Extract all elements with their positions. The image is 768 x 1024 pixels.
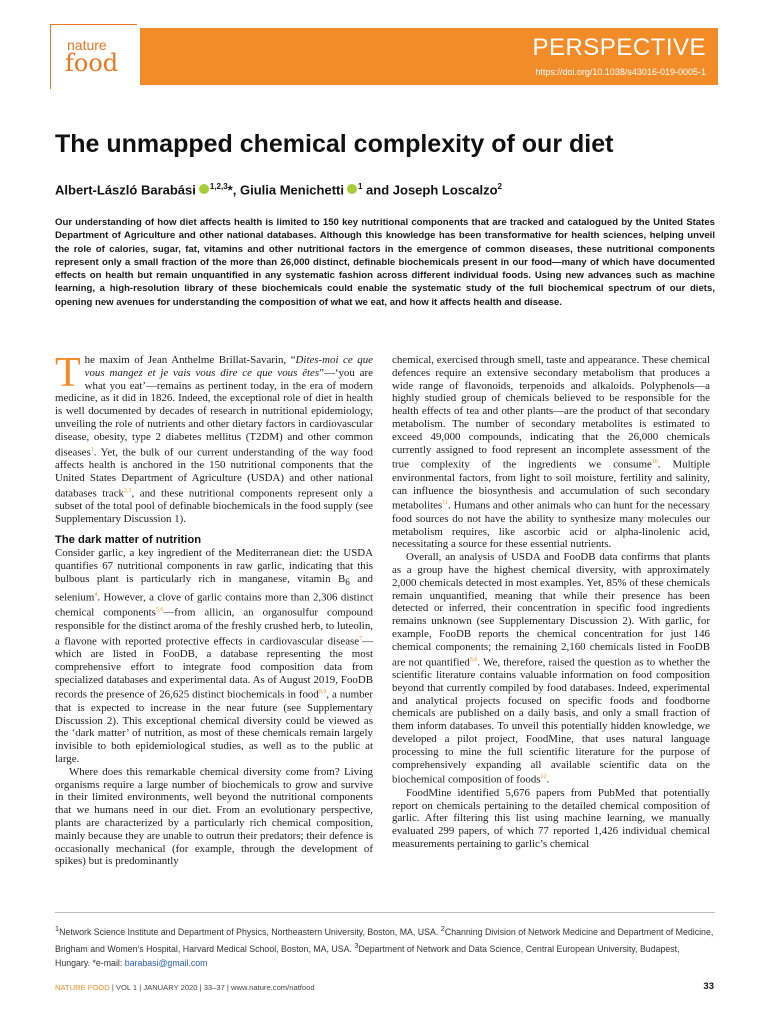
french-quote: Dites-moi ce que vous mangez et je vais vous dire ce que vous êtes [84,354,373,379]
logo-food-text: food [65,49,119,77]
reference-link[interactable]: 11 [442,500,448,507]
body-column-left [55,350,373,868]
footer-info: | VOL 1 | JANUARY 2020 | 33–37 | www.nature.com/natfood [109,983,315,992]
header-band [140,28,718,85]
reference-link[interactable]: 4 [94,591,98,598]
orcid-icon[interactable] [199,184,209,194]
logo-nature-text: nature [67,37,107,53]
reference-link[interactable]: 8,9 [318,689,327,696]
reference-link[interactable]: 5,6 [469,656,478,663]
section-heading: The dark matter of nutrition [55,533,202,546]
paragraph: chemical, exercised through smell, taste and appearance. These chemical defences require an extensive secondary metabolism that produces a wide range of flavonoids, terpenoids and alkaloids. Polyphenols—a highly studied group of chemicals believed to be responsible for the health effects of tea and other plants—are the product of that secondary metabolism. The number of secondary metabolites is estimated to exceed 49,000 compounds, indicating that the 26,000 chemicals currently assigned to food represent an incomplete assessment of the true complexity of the ingredients we consume$^{10}$. Multiple environmental factors, from light to soil moisture, fertility and salinity, can influence the biosynthesis and accumulation of such secondary metabolites$^{11}$. Humans and other animals who can hunt for the necessary food sources do not have the ability to synthesize many molecules our metabolism requires, like ascorbic acid or alpha-linolenic acid, necessitating a source for these essential nutrients. [392,354,710,551]
paragraph: Consider garlic, a key ingredient of the Mediterranean diet: the USDA quantifies 67 nutritional components in raw garlic, indicating that this bulbous plant is particularly rich in manganese, vitamin $B_6$ and selenium$^4$. However, a clove of garlic contains more than 2,306 distinct chemical components$^{5,6}$—from allicin, an organosulfur compound responsible for the distinct aroma of the freshly crushed herb, to luteolin, a flavone with reported protective effects in cardiovascular disease$^7$—which are listed in FooDB, a database representing the most comprehensive effort to integrate food composition data from specialized databases and experimental data. As of August 2019, FooDB records the presence of 26,625 distinct biochemicals in food$^{8,9}$, a number that is expected to increase in the near future (see Supplementary Discussion 2). This exceptional chemical diversity could be viewed as the ‘dark matter’ of nutrition, as most of these chemicals remain largely invisible to both epidemiological studies, as well as to the public at large. [55,547,373,766]
paragraph: Where does this remarkable chemical diversity come from? Living organisms require a large number of biochemicals to grow and survive in their limited environments, well beyond the nutritional components that we humans need in our diet. From an evolutionary perspective, plants are characterized by a particularly rich chemical composition, mainly because they are unable to outrun their predators; their defence is occasionally mechanical (for example, through the development of spikes) but is predominantly [55,765,373,868]
author-name: Joseph Loscalzo [392,182,498,198]
page-footer [55,983,315,992]
footer-journal: NATURE FOOD [55,983,110,992]
abstract: Our understanding of how diet affects health is limited to 150 key nutritional components that are tracked and catalogued by the United States Department of Agriculture and other national databases. Although this knowledge has been transformative for health sciences, helping unveil the role of calories, sugar, fat, vitamins and other nutritional factors in the emergence of common diseases, these nutritional components represent only a small fraction of the more than 26,000 distinct, definable biochemicals present in our food—many of which have documented effects on health but remain unquantified in any systematic fashion across different individual foods. Using new advances such as machine learning, a high-resolution library of these biochemicals could enable the systematic study of the full biochemical spectrum of our diets, opening new avenues for understanding the composition of what we eat, and how it affects health and disease. [55,217,715,308]
paragraph: The maxim of Jean Anthelme Brillat-Savarin, “Dites-moi ce que vous mangez et je vais vous dire ce que vous êtes”—‘you are what you eat’—remains as pertinent today, in the era of modern medicine, as it did in 1826. Indeed, the exceptional role of diet in health is well documented by decades of research in nutritional epidemiology, unveiling the role of nutrients and other dietary factors in cardiovascular disease, obesity, type 2 diabetes mellitus (T2DM) and other common diseases$^1$. Yet, the bulk of our current understanding of the way food affects health is anchored in the 150 nutritional components that the United States Department of Agriculture (USDA) and other national databases track$^{2,3}$, and these nutritional components represent only a subset of the total pool of definable biochemicals in the food supply (see Supplementary Discussion 1). [55,350,373,525]
affiliations-footnote: $^1$Network Science Institute and Department of Physics, Northeastern University, Boston, MA, USA. $^2$Channing Division of Network Medicine and Department of Medicine, Brigham and Women’s Hospital, Harvard Medical School, Boston, MA, USA. $^3$Department of Network and Data Science, Central European University, Budapest, Hungary. *e-mail: barabasi@gmail.com [55,924,714,968]
reference-link[interactable]: 7 [359,635,363,642]
author-name: Albert-László Barabási [55,182,196,198]
orcid-icon[interactable] [347,184,357,194]
article-title: The unmapped chemical complexity of our diet [55,130,614,158]
page-number: 33 [703,981,714,992]
author-list [55,182,715,197]
paragraph: FoodMine identified 5,676 papers from PubMed that potentially report on chemicals pertaining to the detailed chemical composition of garlic. After filtering this list using machine learning, we manually evaluated 299 papers, of which 77 reported 1,426 individual chemical measurements pertaining to garlic’s chemical [392,786,710,850]
reference-link[interactable]: 1 [90,446,94,453]
paragraph: Overall, an analysis of USDA and FooDB data confirms that plants as a group have the highest chemical diversity, with approximately 2,000 chemicals detected in most examples. Yet, 85% of these chemicals remain unquantified, meaning that while their presence has been detected or inferred, their concentration in specific food ingredients remains unknown (see Supplementary Discussion 2). With garlic, for example, FooDB reports the chemical concentration for just 146 chemical components; the remaining 2,160 chemicals listed in FooDB are not quantified$^{5,6}$. We, therefore, raised the question as to whether the scientific literature contains valuable information on food composition beyond that currently compiled by food databases. Indeed, experimental and analytical projects focused on specific foods and foodborne chemicals are published on a daily basis, and only a small fraction of them inform databases. To unveil this potentially hidden knowledge, we developed a pilot project, FoodMine, that uses natural language processing to mine the full scientific literature for the purpose of comprehensively expanding all available scientific data on the biochemical composition of foods$^{12}$. [392,551,711,786]
author-name: Giulia Menichetti [239,182,344,198]
reference-link[interactable]: 10 [651,459,658,466]
section-label: PERSPECTIVE [532,34,706,61]
body-column-right [392,354,710,851]
journal-logo [50,24,137,89]
affiliation-marker: 2 [497,182,502,191]
corresponding-marker: *, [227,182,240,198]
affiliation-marker: 1,2,3 [209,182,228,191]
reference-link[interactable]: 12 [540,774,547,781]
drop-cap: T [55,350,81,396]
affiliation-marker: 1 [357,182,363,191]
reference-link[interactable]: 5,6 [155,607,164,614]
email-link[interactable]: barabasi@gmail.com [124,957,208,968]
author-conjunction: and [362,182,393,198]
reference-link[interactable]: 2,3 [124,487,132,494]
doi-link[interactable]: https://doi.org/10.1038/s43016-019-0005-1 [535,67,706,77]
footnote-divider [55,912,715,913]
